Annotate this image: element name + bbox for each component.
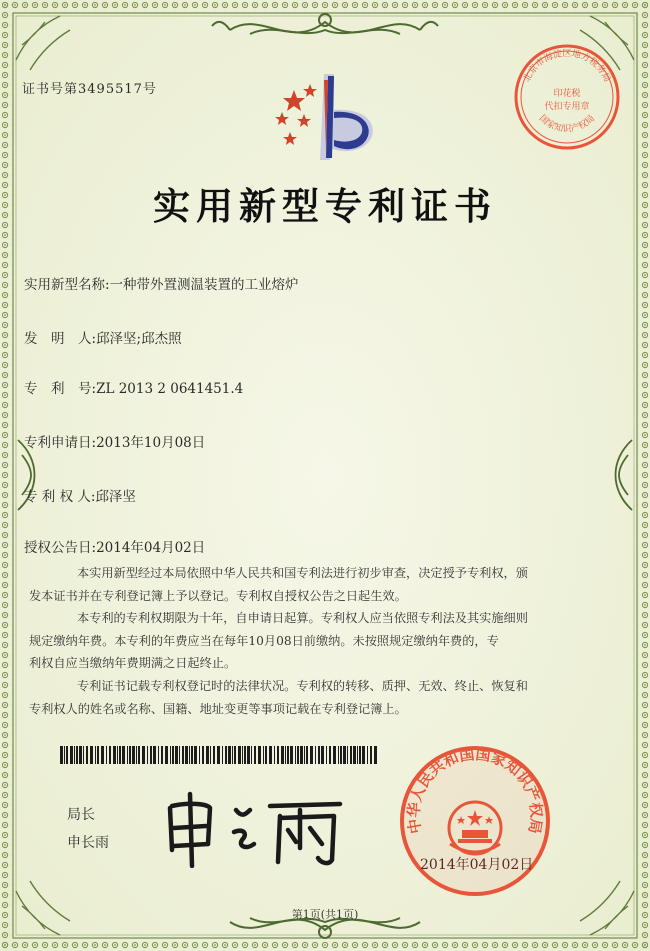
barcode-bar [310,746,313,764]
field-value: 2013年10月08日 [96,435,206,451]
barcode-bar [79,746,82,764]
barcode-bar [153,746,156,764]
barcode-bar [333,746,336,764]
barcode-bar [367,746,368,764]
barcode-bar [287,746,289,764]
barcode-bar [370,746,372,764]
barcode-bar [374,746,377,764]
director-title: 局长 [67,807,95,823]
barcode [60,746,380,764]
field-value: 一种带外置测温装置的工业熔炉 [109,277,299,293]
field-patentee [24,485,136,505]
barcode-bar [350,746,352,764]
barcode-bar [101,746,104,764]
barcode-bar [109,746,111,764]
barcode-bar [194,746,197,764]
barcode-bar [244,746,246,764]
barcode-bar [306,746,308,764]
field-value: 邱泽坚;邱杰照 [96,331,182,347]
barcode-bar [119,746,121,764]
barcode-bar [254,746,256,764]
barcode-bar [213,746,215,764]
barcode-bar [60,746,63,764]
barcode-bar [210,746,211,764]
tax-stamp-seal [512,42,622,152]
body-paragraph-1 [29,562,613,607]
field-value: 2014年04月02日 [96,540,206,556]
barcode-bar [222,746,223,764]
barcode-bar [64,746,65,764]
barcode-bar [353,746,356,764]
field-value: 邱泽坚 [95,489,136,505]
barcode-bar [269,746,272,764]
barcode-bar [251,746,252,764]
paragraph-line: 发本证书并在专利登记簿上予以登记。专利权自授权公告之日起生效。 [29,588,407,603]
barcode-bar [122,746,125,764]
field-patent-number [24,377,243,397]
page-title: 实用新型专利证书 [153,184,497,228]
svg-text:国家知识产权局: 国家知识产权局 [536,113,598,135]
field-value: ZL 2013 2 0641451.4 [96,381,244,397]
barcode-bar [318,746,320,764]
barcode-bar [362,746,365,764]
field-utility-model-name [24,273,299,293]
barcode-bar [247,746,250,764]
barcode-bar [182,746,184,764]
field-inventor [24,327,182,347]
barcode-bar [274,746,275,764]
barcode-bar [285,746,286,764]
barcode-bar [258,746,261,764]
barcode-bar [338,746,339,764]
barcode-bar [179,746,180,764]
barcode-bar [228,746,231,764]
barcode-bar [265,746,267,764]
barcode-bar [189,746,190,764]
barcode-bar [225,746,227,764]
barcode-bar [315,746,316,764]
barcode-bar [175,746,178,764]
barcode-bar [199,746,200,764]
barcode-bar [150,746,152,764]
barcode-bar [106,746,107,764]
barcode-bar [76,746,78,764]
barcode-bar [217,746,220,764]
director-name: 申长雨 [67,835,109,851]
patent-office-logo [268,70,380,164]
paragraph-line: 专利权人的姓名或名称、国籍、地址变更等事项记载在专利登记簿上。 [29,701,407,716]
barcode-bar [172,746,174,764]
body-paragraph-3 [29,675,613,720]
field-label: 实用新型名称: [24,277,110,293]
barcode-bar [343,746,346,764]
official-seal [398,744,552,898]
barcode-bar [95,746,96,764]
barcode-bar [170,746,171,764]
barcode-bar [242,746,243,764]
barcode-bar [300,746,303,764]
seal-date: 2014年04月02日 [420,857,534,873]
svg-text:代扣专用章: 代扣专用章 [544,102,590,112]
barcode-bar [113,746,116,764]
field-label: 发 明 人: [24,331,97,347]
paragraph-line: 利权自应当缴纳年费期满之日起终止。 [29,656,237,670]
barcode-bar [304,746,305,764]
barcode-bar [295,746,296,764]
paragraph-line: 规定缴纳年费。本专利的年费应当在每年10月08日前缴纳。未按照规定缴纳年费的，专 [29,633,499,648]
barcode-bar [357,746,358,764]
barcode-bar [165,746,168,764]
barcode-bar [329,746,331,764]
barcode-bar [232,746,233,764]
body-paragraph-2 [29,607,613,675]
page-footer: 第1页(共1页) [291,908,359,921]
barcode-bar [202,746,204,764]
field-grant-date [24,536,205,556]
barcode-bar [263,746,264,764]
svg-text:北京市海淀区地方税务局: 北京市海淀区地方税务局 [522,49,612,84]
barcode-bar [86,746,88,764]
barcode-bar [206,746,209,764]
barcode-bar [90,746,93,764]
barcode-bar [138,746,140,764]
barcode-bar [297,746,299,764]
barcode-bar [277,746,279,764]
barcode-bar [340,746,342,764]
barcode-bar [321,746,324,764]
barcode-bar [158,746,159,764]
barcode-bar [347,746,348,764]
barcode-bar [136,746,137,764]
barcode-bar [97,746,99,764]
barcode-bar [161,746,163,764]
svg-text:中华人民共和国国家知识产权局: 中华人民共和国国家知识产权局 [404,745,546,836]
barcode-bar [234,746,236,764]
barcode-bar [185,746,188,764]
field-label: 专 利 权 人: [24,489,96,505]
barcode-bar [74,746,75,764]
barcode-bar [117,746,118,764]
barcode-bar [129,746,131,764]
barcode-bar [290,746,293,764]
barcode-bar [127,746,128,764]
paragraph-line: 本实用新型经过本局依照中华人民共和国专利法进行初步审查，决定授予专利权，颁 [77,566,528,580]
certificate-number: 证书号第3495517号 [22,82,157,97]
barcode-bar [238,746,241,764]
barcode-bar [191,746,193,764]
barcode-bar [83,746,84,764]
field-application-date [24,431,205,451]
field-label: 专利申请日: [24,435,97,451]
barcode-bar [359,746,361,764]
barcode-bar [281,746,284,764]
barcode-bar [142,746,145,764]
svg-text:印花税: 印花税 [553,89,581,99]
paragraph-line: 专利证书记载专利权登记时的法律状况。专利权的转移、质押、无效、终止、恢复和 [77,679,528,693]
barcode-bar [132,746,135,764]
barcode-bar [326,746,327,764]
paragraph-line: 本专利的专利权期限为十年，自申请日起算。专利权人应当依照专利法及其实施细则 [77,611,528,625]
barcode-bar [66,746,68,764]
director-signature [150,788,350,868]
barcode-bar [70,746,73,764]
barcode-bar [147,746,148,764]
field-label: 授权公告日: [24,540,97,556]
field-label: 专 利 号: [24,381,97,397]
